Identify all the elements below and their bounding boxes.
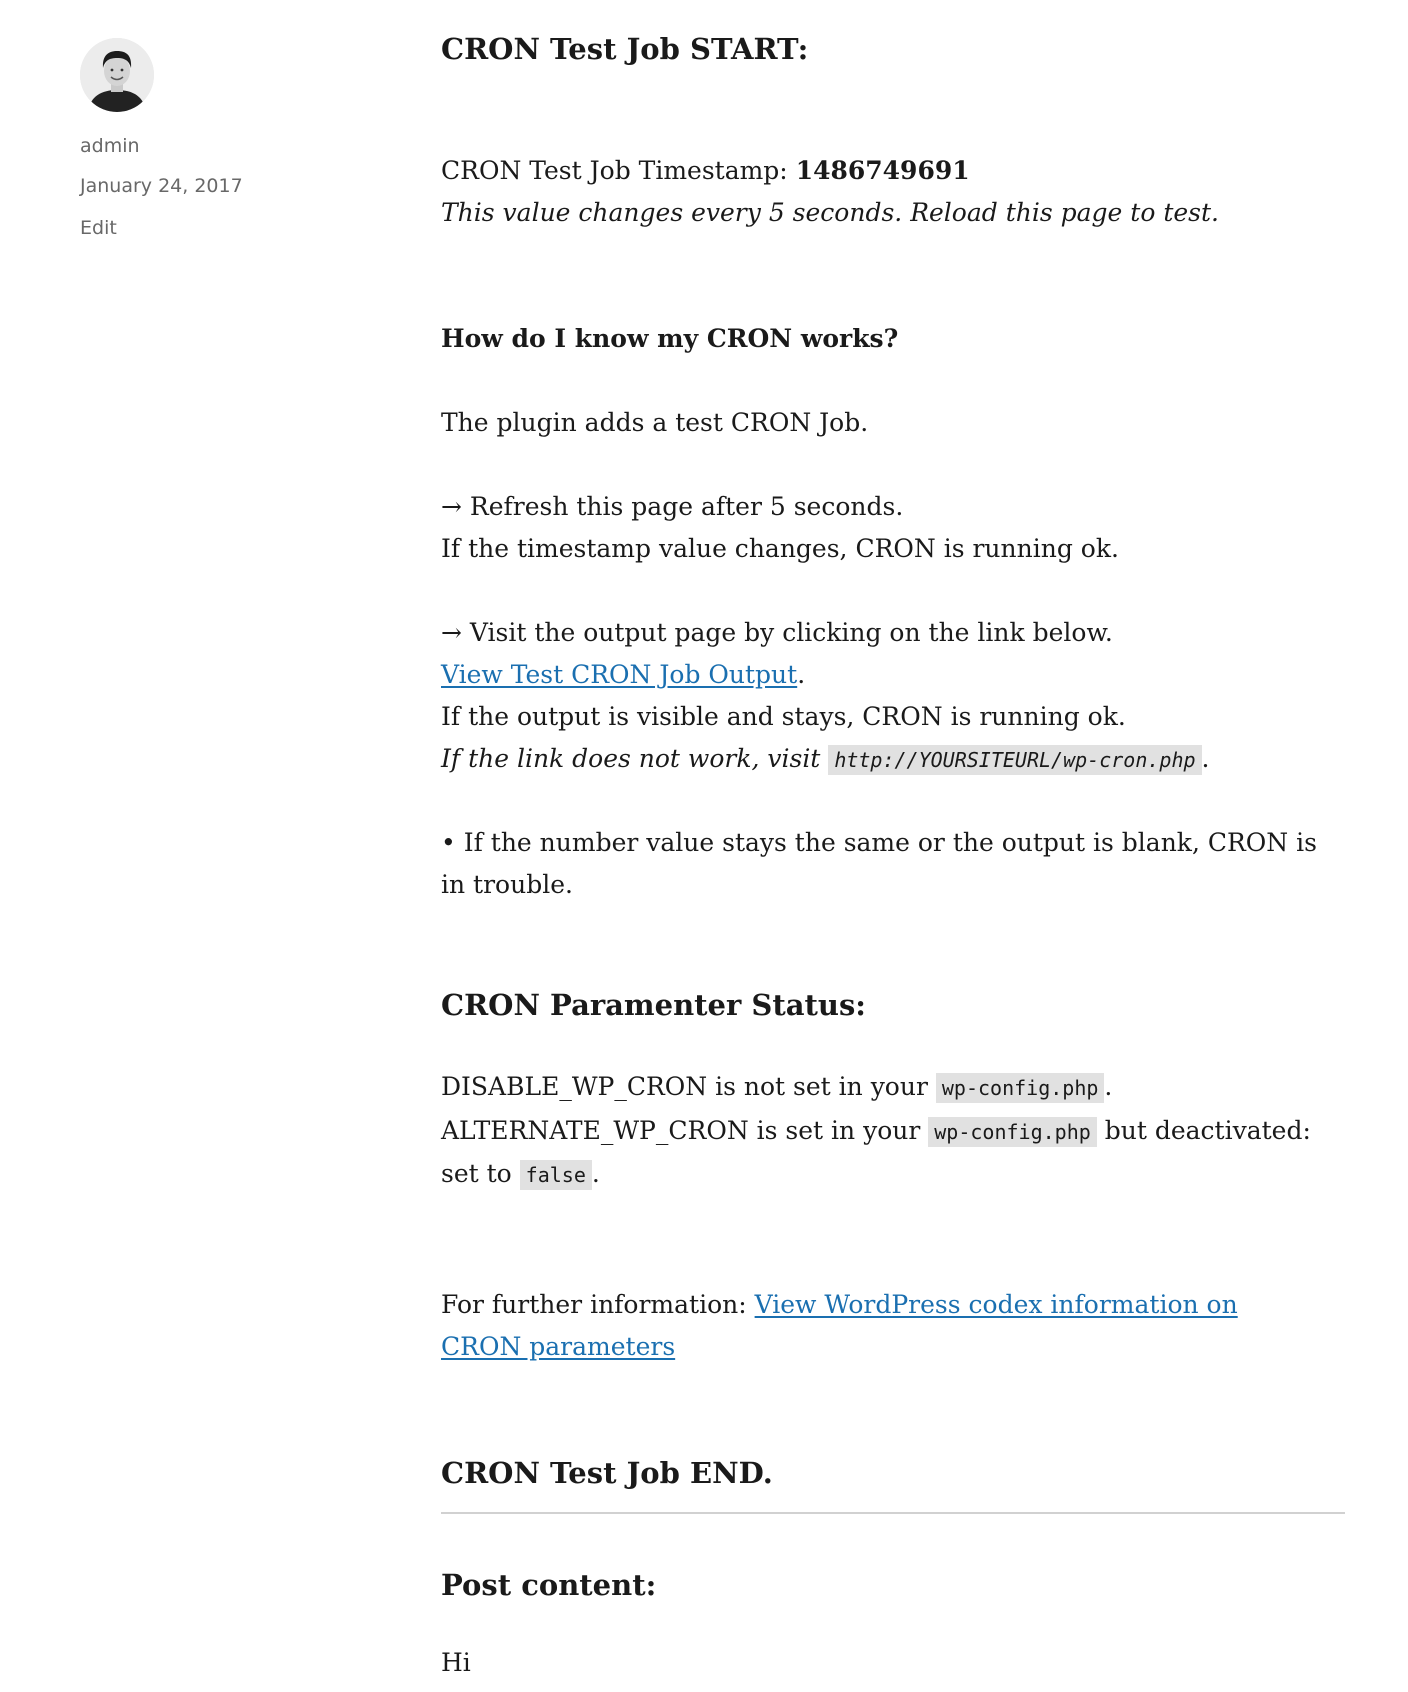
post-author[interactable] bbox=[80, 132, 340, 160]
alternate-text2: but deactivated: set to bbox=[441, 1116, 1311, 1188]
post-meta bbox=[80, 38, 340, 242]
fallback-url-code: http://YOURSITEURL/wp-cron.php bbox=[828, 745, 1201, 775]
cron-end-heading: CRON Test Job END. bbox=[441, 1456, 773, 1490]
alternate-text: ALTERNATE_WP_CRON is set in your bbox=[441, 1116, 929, 1145]
author-link[interactable]: admin bbox=[80, 135, 140, 157]
edit-link-wrap[interactable] bbox=[80, 214, 340, 242]
cron-start-heading: CRON Test Job START: bbox=[441, 32, 809, 66]
date-link[interactable]: January 24, 2017 bbox=[80, 175, 243, 197]
post-content-heading: Post content: bbox=[441, 1568, 657, 1602]
status-heading: CRON Paramenter Status: bbox=[441, 988, 867, 1022]
disable-code: wp-config.php bbox=[936, 1073, 1105, 1103]
timestamp-note bbox=[441, 192, 1219, 234]
codex-link[interactable]: View WordPress codex information on CRON parameters bbox=[441, 1290, 1238, 1361]
divider bbox=[441, 1512, 1345, 1514]
fallback-text: If the link does not work, visit bbox=[441, 744, 829, 773]
alternate-code: wp-config.php bbox=[928, 1117, 1097, 1147]
fallback-period: . bbox=[1201, 744, 1210, 773]
intro-text: The plugin adds a test CRON Job. bbox=[441, 408, 869, 437]
step1-text: → Refresh this page after 5 seconds. bbox=[441, 492, 904, 521]
alternate-false-code: false bbox=[520, 1160, 592, 1190]
post-date[interactable] bbox=[80, 172, 340, 200]
alternate-period: . bbox=[591, 1159, 600, 1188]
timestamp-value: 1486749691 bbox=[795, 156, 970, 185]
disable-line bbox=[441, 1066, 1112, 1108]
timestamp-label: CRON Test Job Timestamp: bbox=[441, 156, 796, 185]
user-avatar-icon bbox=[80, 38, 154, 112]
view-output-link[interactable]: View Test CRON Job Output bbox=[441, 660, 798, 689]
alternate-line bbox=[441, 1110, 1321, 1196]
step1-result: If the timestamp value changes, CRON is running ok. bbox=[441, 534, 1119, 563]
timestamp-line bbox=[441, 150, 970, 192]
post-body: Hi bbox=[441, 1648, 471, 1677]
output-link-period: . bbox=[797, 660, 806, 689]
step2-result: If the output is visible and stays, CRON is running ok. bbox=[441, 702, 1126, 731]
disable-period: . bbox=[1104, 1072, 1113, 1101]
step2-text: → Visit the output page by clicking on the link below. bbox=[441, 618, 1113, 647]
edit-link[interactable]: Edit bbox=[80, 217, 117, 239]
fallback-line bbox=[441, 738, 1210, 780]
cron-question-heading: How do I know my CRON works? bbox=[441, 324, 899, 353]
trouble-text: • If the number value stays the same or the output is blank, CRON is in trouble. bbox=[441, 828, 1317, 899]
further-info bbox=[441, 1284, 1321, 1368]
output-link-line bbox=[441, 654, 805, 696]
disable-text: DISABLE_WP_CRON is not set in your bbox=[441, 1072, 936, 1101]
further-label: For further information: bbox=[441, 1290, 755, 1319]
avatar[interactable] bbox=[80, 38, 154, 112]
timestamp-note-text: This value changes every 5 seconds. Reload this page to test. bbox=[441, 198, 1219, 227]
